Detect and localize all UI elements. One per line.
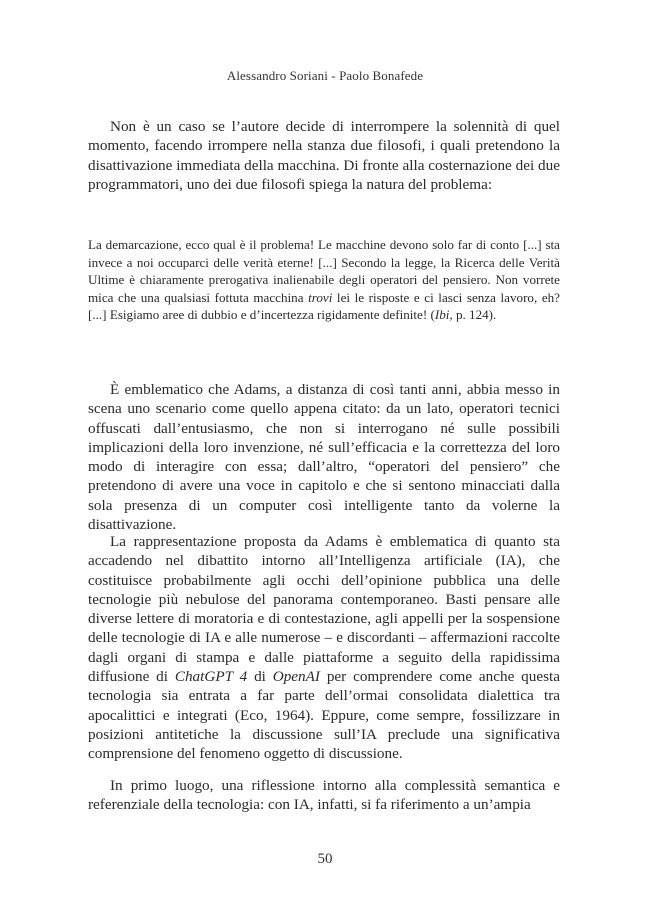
quote-italic-trovi: trovi	[308, 289, 333, 305]
running-head: Alessandro Soriani - Paolo Bonafede	[226, 68, 424, 83]
page-number: 50	[317, 851, 333, 867]
quote-text-2: lei le risposte e ci lasci senza lavoro, eh? [...] Esigiamo aree di dubbio e d’incertezza rigidamente definite! (	[88, 289, 560, 323]
paragraph-3-text-1: La rappresentazione proposta da Adams è emblematica di quanto sta accadendo nel dibattito intorno all’Intelligenza artificiale (IA), che costituisce probabilmente agli occhi dell’opinione pubblica una delle tecnologie più nebulose del panorama contemporaneo. Basti pensare alle diverse lettere di moratoria e di contestazione, agli appelli per la sospensione delle tecnologie di IA e alle numerose – e discordanti – affermazioni raccolte dagli organi di stampa e dalle piattaforme a seguito della rapidissima diffusione di	[88, 533, 560, 686]
block-quote	[88, 236, 560, 324]
quote-italic-ibi: Ibi	[434, 307, 450, 323]
paragraph-3-text-3: per comprendere come anche questa tecnologia sia entrata a far parte dell’ormai consolidata dialettica tra apocalittici e integrati (Eco, 1964). Eppure, come sempre, fossilizzare in posizioni antitetiche la discussione sull’IA preclude una significativa comprensione del fenomeno oggetto di discussione.	[88, 668, 560, 763]
paragraph-3-italic-chatgpt: ChatGPT 4	[174, 668, 248, 686]
paragraph-3-italic-openai: OpenAI	[272, 668, 320, 686]
paragraph-3-text-2: di	[247, 668, 273, 686]
paragraph-1: Non è un caso se l’autore decide di interrompere la solennità di quel momento, facendo irrompere nella stanza due filosofi, i quali pretendono la disattivazione immediata della macchina. Di fronte alla costernazione dei due programmatori, uno dei due filosofi spiega la natura del problema:	[88, 118, 560, 193]
quote-text-3: , p. 124).	[449, 307, 497, 323]
paragraph-2: È emblematico che Adams, a distanza di così tanti anni, abbia messo in scena uno scenario come quello appena citato: da un lato, operatori tecnici offuscati dall’entusiasmo, che non si interrogano né sulle possibili implicazioni della loro invenzione, né sull’efficacia e la correttezza del loro modo di interagire con essa; dall’altro, “operatori del pensiero” che pretendono di avere una voce in capitolo e che si sentono minacciati dalla sola presenza di un computer così intelligente tanto da volerne la disattivazione.	[88, 381, 560, 534]
paragraph-3	[88, 532, 560, 764]
paragraph-4: In primo luogo, una riflessione intorno alla complessità semantica e referenziale della tecnologia: con IA, infatti, si fa riferimento a un’ampia	[88, 777, 560, 814]
quote-text-1: La demarcazione, ecco qual è il problema! Le macchine devono solo far di conto [...] sta invece a noi occuparci delle verità eterne! [...] Secondo la legge, la Ricerca delle Verità Ultime è chiaramente prerogativa inalienabile degli operatori del pensiero. Non vorrete mica che una qualsiasi fottuta macchina	[88, 237, 560, 305]
